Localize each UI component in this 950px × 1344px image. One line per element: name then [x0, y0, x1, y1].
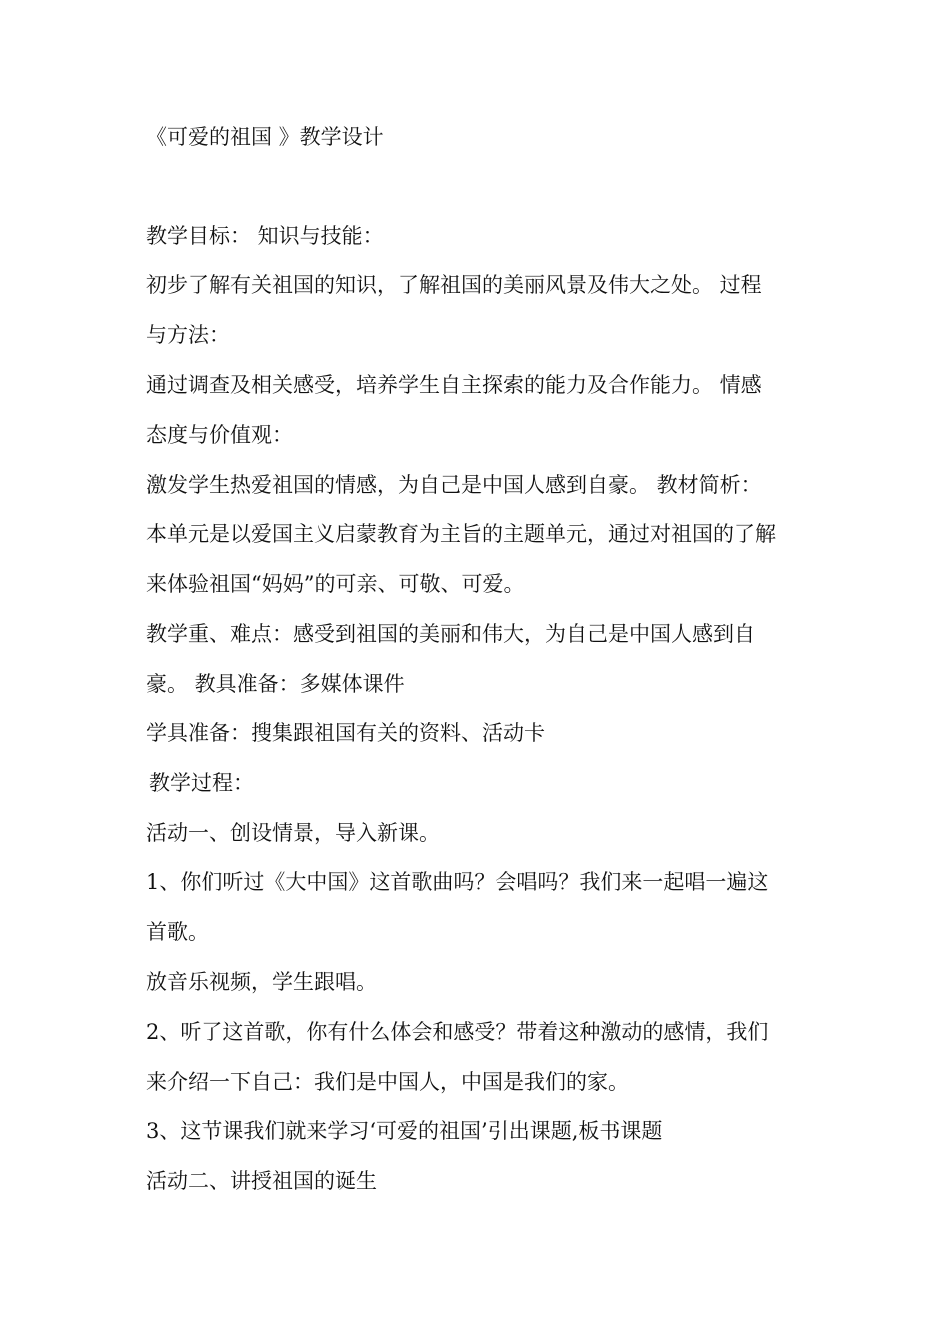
paragraph-line: 教学目标： 知识与技能：	[146, 224, 384, 248]
paragraph-line: 豪。 教具准备：多媒体课件	[146, 672, 405, 696]
paragraph-line: 3、这节课我们就来学习‘可爱的祖国’引出课题,板书课题	[146, 1119, 663, 1143]
paragraph-line: 来体验祖国“妈妈”的可亲、可敬、可爱。	[146, 572, 525, 596]
section-heading: 教学过程：	[149, 771, 254, 795]
paragraph-line: 2、听了这首歌，你有什么体会和感受？带着这种激动的感情，我们	[146, 1020, 769, 1044]
paragraph-line: 本单元是以爱国主义启蒙教育为主旨的主题单元，通过对祖国的了解	[146, 522, 776, 546]
paragraph-line: 1、你们听过《大中国》这首歌曲吗？会唱吗？我们来一起唱一遍这	[146, 870, 769, 894]
paragraph-line: 放音乐视频，学生跟唱。	[146, 970, 377, 994]
paragraph-line: 通过调查及相关感受，培养学生自主探索的能力及合作能力。 情感	[146, 373, 762, 397]
paragraph-line: 初步了解有关祖国的知识，了解祖国的美丽风景及伟大之处。 过程	[146, 273, 762, 297]
paragraph-line: 态度与价值观：	[146, 423, 293, 447]
paragraph-line: 来介绍一下自己：我们是中国人，中国是我们的家。	[146, 1070, 629, 1094]
paragraph-line: 教学重、难点：感受到祖国的美丽和伟大，为自己是中国人感到自	[146, 622, 755, 646]
paragraph-line: 与方法：	[146, 323, 230, 347]
paragraph-line: 首歌。	[146, 920, 209, 944]
paragraph-line: 激发学生热爱祖国的情感，为自己是中国人感到自豪。 教材简析：	[146, 473, 762, 497]
document-title: 《可爱的祖国 》教学设计	[146, 125, 384, 149]
paragraph-line: 活动一、创设情景，导入新课。	[146, 821, 440, 845]
paragraph-line: 学具准备：搜集跟祖国有关的资料、活动卡	[146, 721, 545, 745]
paragraph-line: 活动二、讲授祖国的诞生	[146, 1169, 377, 1193]
